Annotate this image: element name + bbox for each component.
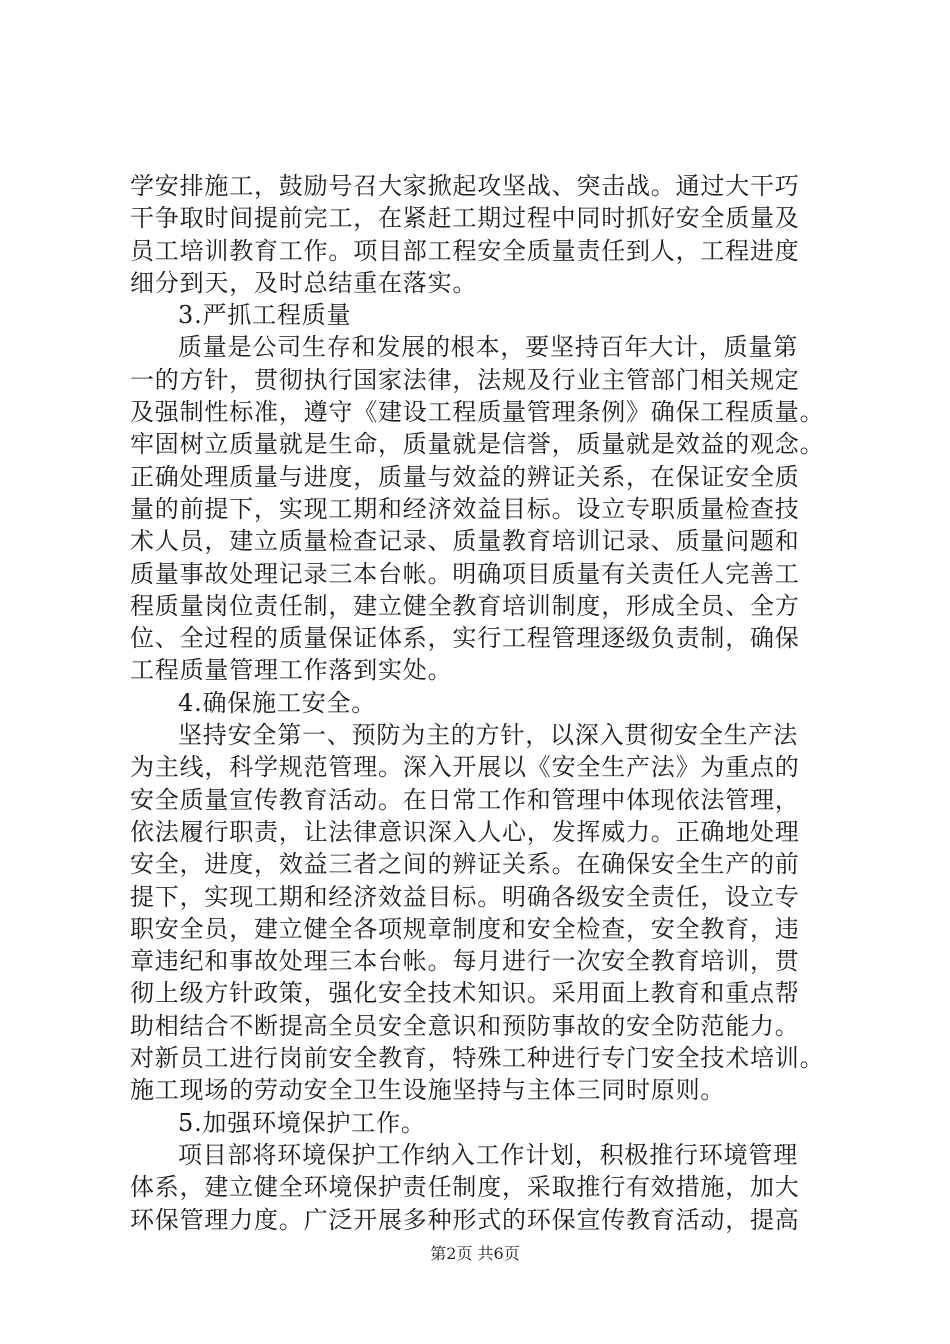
body-line: 项目部将环境保护工作纳入工作计划，积极推行环境管理 [178,1140,798,1169]
body-line: 安全，进度，效益三者之间的辨证关系。在确保安全生产的前 [130,850,800,879]
body-line: 学安排施工，鼓励号召大家掀起攻坚战、突击战。通过大干巧 [130,172,800,200]
body-line: 及强制性标准，遵守《建设工程质量管理条例》确保工程质量。 [130,398,825,427]
body-line: 术人员，建立质量检查记录、质量教育培训记录、质量问题和 [130,527,800,556]
section-heading-4: 4.确保施工安全。 [178,688,377,717]
body-line: 体系，建立健全环境保护责任制度，采取推行有效措施，加大 [130,1173,800,1202]
body-line: 牢固树立质量就是生命，质量就是信誉，质量就是效益的观念。 [130,430,825,459]
section-heading-5: 5.加强环境保护工作。 [178,1108,426,1137]
body-line: 彻上级方针政策，强化安全技术知识。采用面上教育和重点帮 [130,979,800,1008]
body-line: 助相结合不断提高全员安全意识和预防事故的安全防范能力。 [130,1011,800,1040]
body-line: 正确处理质量与进度，质量与效益的辨证关系，在保证安全质 [130,462,800,491]
body-line: 干争取时间提前完工，在紧赶工期过程中同时抓好安全质量及 [130,204,800,233]
body-line: 细分到天，及时总结重在落实。 [130,268,478,297]
body-line: 对新员工进行岗前安全教育，特殊工种进行专门安全技术培训。 [130,1044,825,1073]
body-line: 员工培训教育工作。项目部工程安全质量责任到人，工程进度 [130,236,800,265]
body-line: 章违纪和事故处理三本台帐。每月进行一次安全教育培训，贯 [130,947,800,976]
body-line: 施工现场的劳动安全卫生设施坚持与主体三同时原则。 [130,1076,726,1105]
document-body [130,170,830,1236]
body-line: 一的方针，贯彻执行国家法律，法规及行业主管部门相关规定 [130,365,800,394]
body-line: 依法履行职责，让法律意识深入人心，发挥威力。正确地处理 [130,817,800,846]
section-heading-3: 3.严抓工程质量 [178,301,352,330]
body-line: 位、全过程的质量保证体系，实行工程管理逐级负责制，确保 [130,624,800,653]
body-line: 程质量岗位责任制，建立健全教育培训制度，形成全员、全方 [130,591,800,620]
body-line: 量的前提下，实现工期和经济效益目标。设立专职质量检查技 [130,494,800,523]
body-line: 工程质量管理工作落到实处。 [130,656,453,685]
body-line: 质量是公司生存和发展的根本，要坚持百年大计，质量第 [178,333,798,362]
body-line: 为主线，科学规范管理。深入开展以《安全生产法》为重点的 [130,753,800,782]
body-line: 提下，实现工期和经济效益目标。明确各级安全责任，设立专 [130,882,800,911]
body-line: 职安全员，建立健全各项规章制度和安全检查，安全教育，违 [130,914,800,943]
body-line: 环保管理力度。广泛开展多种形式的环保宣传教育活动，提高 [130,1205,800,1234]
body-line: 坚持安全第一、预防为主的方针，以深入贯彻安全生产法 [178,721,798,750]
body-line: 质量事故处理记录三本台帐。明确项目质量有关责任人完善工 [130,559,800,588]
page-footer: 第2页 共6页 [430,1244,520,1263]
body-line: 安全质量宣传教育活动。在日常工作和管理中体现依法管理， [130,785,800,814]
